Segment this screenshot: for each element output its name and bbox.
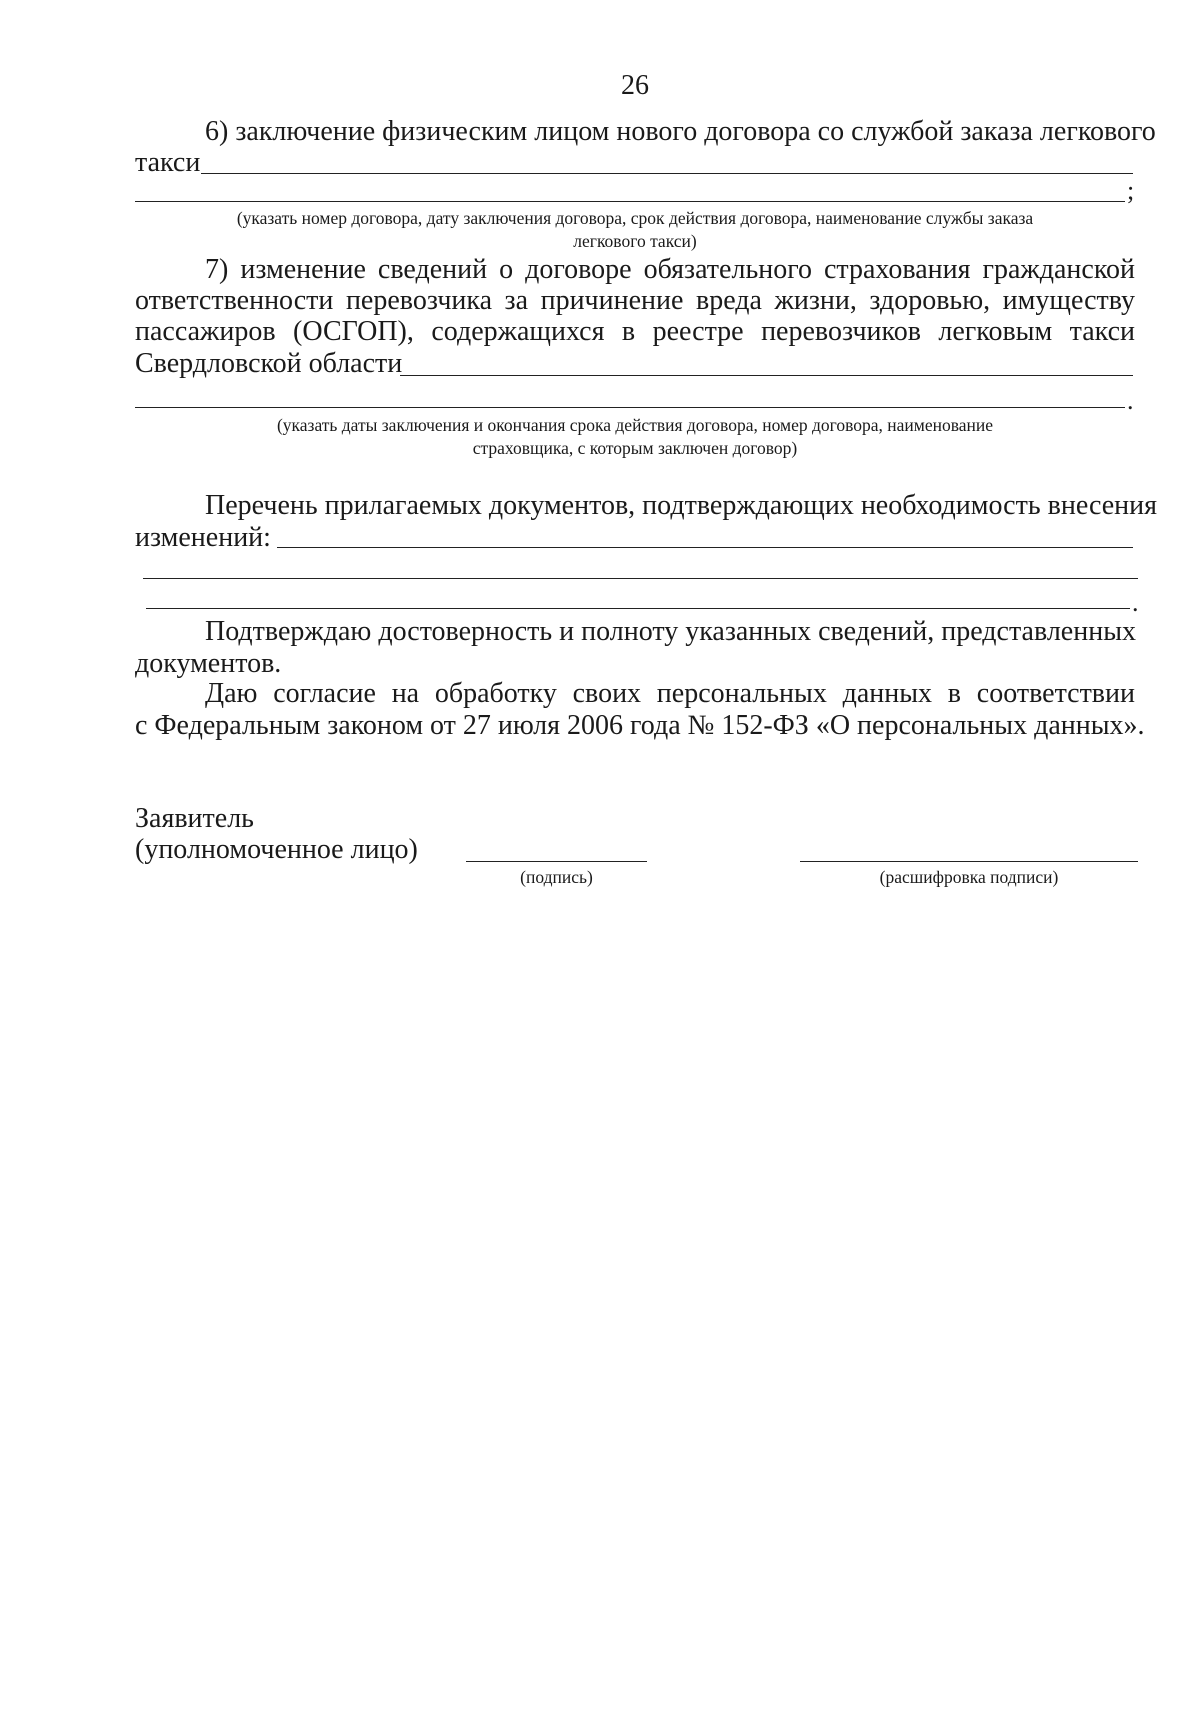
signature-decode-line[interactable] (800, 861, 1138, 862)
confirm-text-line2: документов. (135, 648, 282, 679)
item6-lead-label: такси (135, 147, 201, 178)
applicant-label: Заявитель (135, 803, 254, 834)
item7-lead-label: Свердловской области (135, 348, 403, 379)
consent-text-line1: Даю согласие на обработку своих персональных данных в соответствии (205, 678, 1135, 709)
item7-note-line1: (указать даты заключения и окончания срока действия договора, номер договора, наименование (276, 415, 994, 435)
documents-lead-label: изменений: (135, 522, 271, 553)
documents-fill-line-1[interactable] (277, 547, 1133, 548)
documents-fill-line-2[interactable] (143, 578, 1138, 579)
item6-fill-line-1[interactable] (201, 173, 1133, 174)
item7-end-punct: . (1127, 386, 1134, 415)
consent-text-line2: с Федеральным законом от 27 июля 2006 года № 152-ФЗ «О персональных данных». (135, 710, 1145, 741)
confirm-text-line1: Подтверждаю достоверность и полноту указанных сведений, представленных (205, 616, 1137, 647)
item7-note-line2: страховщика, с которым заключен договор) (472, 438, 798, 458)
item7-fill-line-2[interactable] (135, 407, 1125, 408)
signature-caption: (подпись) (520, 867, 593, 887)
item6-end-punct: ; (1127, 176, 1135, 205)
item6-text-line1: 6) заключение физическим лицом нового договора со службой заказа легкового (205, 116, 1156, 147)
signature-line[interactable] (466, 861, 647, 862)
documents-end-punct: . (1132, 588, 1139, 617)
item7-fill-line-1[interactable] (400, 375, 1133, 376)
item7-text-line2: ответственности перевозчика за причинение вреда жизни, здоровью, имуществу (135, 285, 1135, 316)
documents-text-line1: Перечень прилагаемых документов, подтверждающих необходимость внесения (205, 490, 1157, 521)
item6-note-line1: (указать номер договора, дату заключения договора, срок действия договора, наименование службы заказа (236, 208, 1034, 228)
documents-fill-line-3[interactable] (146, 608, 1130, 609)
item6-fill-line-2[interactable] (135, 201, 1125, 202)
item7-text-line1: 7) изменение сведений о договоре обязательного страхования гражданской (205, 254, 1135, 285)
item7-text-line3: пассажиров (ОСГОП), содержащихся в реестре перевозчиков легковым такси (135, 316, 1135, 347)
page-number: 26 (621, 70, 649, 101)
item6-note-line2: легкового такси) (573, 231, 697, 251)
authorized-person-label: (уполномоченное лицо) (135, 834, 418, 865)
signature-decode-caption: (расшифровка подписи) (879, 867, 1059, 887)
